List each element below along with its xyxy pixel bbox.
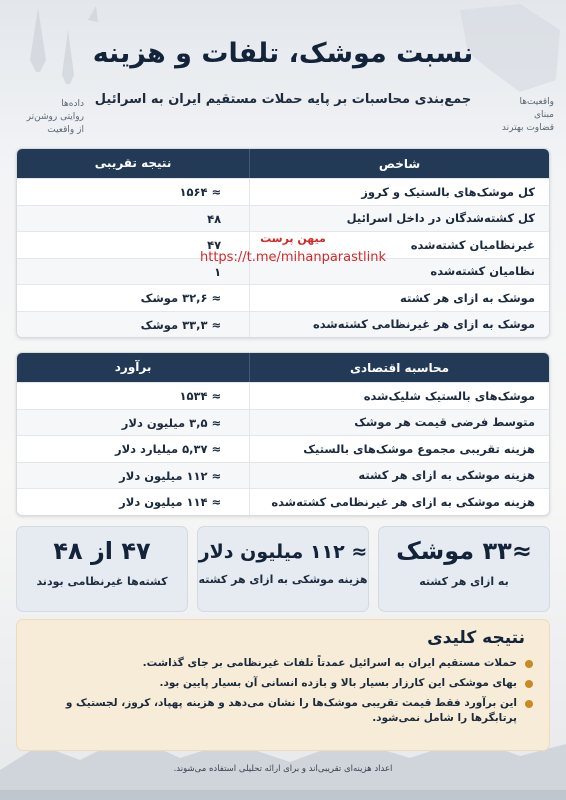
bullet-icon	[525, 680, 533, 688]
watermark-link[interactable]: https://t.me/mihanparastlink	[200, 250, 386, 265]
page-title: نسبت موشک، تلفات و هزینه	[92, 38, 474, 69]
column-header: شاخص	[378, 156, 421, 171]
side-note-line: روایتی روشن‌تر	[26, 112, 84, 122]
side-note-line: واقعیت‌ها	[519, 97, 554, 107]
table-cell: ۱	[17, 259, 250, 285]
conclusion-list	[33, 656, 533, 726]
table-cell: ۴۸	[17, 206, 250, 232]
conclusion-text: حملات مستقیم ایران به اسرائیل عمدتاً تلفات غیرنظامی بر جای گذاشت.	[142, 657, 517, 669]
column-header: نتیجه تقریبی	[17, 149, 250, 178]
stat-value: ۴۷ از ۴۸	[53, 537, 151, 565]
table-cell: نظامیان کشته‌شده	[430, 264, 535, 279]
stat-label: هزینه موشکی به ازای هر کشته	[198, 573, 368, 586]
stat-value: ≈ ۱۱۲ میلیون دلار	[198, 541, 368, 563]
side-note-line: قضاوت بهترند	[501, 123, 554, 133]
table-cell: هزینه موشکی به ازای هر غیرنظامی کشته‌شده	[271, 494, 535, 509]
stat-label: کشته‌ها غیرنظامی بودند	[36, 575, 168, 588]
stat-cards	[16, 526, 550, 612]
table-cell: ≈ ۱۵۳۴	[17, 383, 250, 409]
stat-card-cost-per-death	[197, 526, 369, 612]
channel-watermark	[188, 232, 398, 265]
column-header: برآورد	[17, 353, 250, 382]
side-note-right	[484, 96, 554, 135]
table-cell: ۴۷	[17, 232, 250, 258]
side-note-line: از واقعیت	[47, 125, 84, 135]
stat-value: ≈۳۳ موشک	[396, 537, 532, 565]
table-cell: غیرنظامیان کشته‌شده	[410, 237, 535, 252]
economic-table	[16, 352, 550, 516]
table-row	[17, 488, 549, 515]
table-cell: موشک‌های بالستیک شلیک‌شده	[363, 388, 535, 403]
table-cell: هزینه موشکی به ازای هر کشته	[358, 468, 535, 483]
column-header: محاسبه اقتصادی	[350, 360, 450, 375]
side-note-left	[14, 98, 84, 137]
page-subtitle: جمع‌بندی محاسبات بر پایه حملات مستقیم ایران به اسرائیل	[94, 92, 472, 107]
table-header	[17, 149, 549, 178]
side-note-line: مبنای	[533, 110, 554, 120]
table-cell: ≈ ۱۱۴ میلیون دلار	[17, 489, 250, 515]
table-cell: کل موشک‌های بالستیک و کروز	[361, 184, 535, 199]
key-conclusion-box	[16, 619, 550, 751]
table-cell: ≈ ۳۳,۳ موشک	[17, 312, 250, 338]
table-cell: هزینه تقریبی مجموع موشک‌های بالستیک	[303, 441, 535, 456]
table-cell: ≈ ۱۱۲ میلیون دلار	[17, 463, 250, 489]
table-cell: موشک به ازای هر کشته	[400, 290, 535, 305]
table-cell: ≈ ۳۲,۶ موشک	[17, 285, 250, 311]
table-row	[17, 382, 549, 409]
table-row	[17, 435, 549, 462]
table-cell: کل کشته‌شدگان در داخل اسرائیل	[346, 211, 535, 226]
conclusion-title: نتیجه کلیدی	[427, 628, 525, 648]
table-row	[17, 178, 549, 205]
table-cell: موشک به ازای هر غیرنظامی کشته‌شده	[313, 317, 535, 332]
table-cell: ≈ ۱۵۶۴	[17, 179, 250, 205]
list-item	[33, 696, 533, 726]
conclusion-text: بهای موشکی این کارزار بسیار بالا و بازده انسانی آن بسیار پایین بود.	[159, 677, 517, 689]
table-cell: ≈ ۳,۵ میلیون دلار	[17, 410, 250, 436]
table-row	[17, 409, 549, 436]
stat-card-civilian-ratio	[16, 526, 188, 612]
table-row	[17, 311, 549, 338]
table-row	[17, 205, 549, 232]
bullet-icon	[525, 660, 533, 668]
stat-card-missiles-per-death	[378, 526, 550, 612]
footer-note: اعداد هزینه‌ای تقریبی‌اند و برای ارائه تحلیلی استفاده می‌شوند.	[173, 764, 393, 774]
table-header	[17, 353, 549, 382]
bullet-icon	[525, 700, 533, 708]
stat-label: به ازای هر کشته	[419, 575, 509, 588]
table-row	[17, 462, 549, 489]
watermark-name: میهن پرست	[260, 232, 326, 245]
list-item	[33, 676, 533, 691]
list-item	[33, 656, 533, 671]
table-row	[17, 284, 549, 311]
table-cell: متوسط فرضی قیمت هر موشک	[354, 415, 535, 430]
conclusion-text: این برآورد فقط قیمت تقریبی موشک‌ها را نشان می‌دهد و هزینه پهپاد، کروز، لجستیک و پرتابگرها را شامل نمی‌شود.	[65, 697, 517, 724]
side-note-line: داده‌ها	[61, 99, 84, 109]
city-silhouette	[0, 790, 566, 800]
table-cell: ≈ ۵,۳۷ میلیارد دلار	[17, 436, 250, 462]
